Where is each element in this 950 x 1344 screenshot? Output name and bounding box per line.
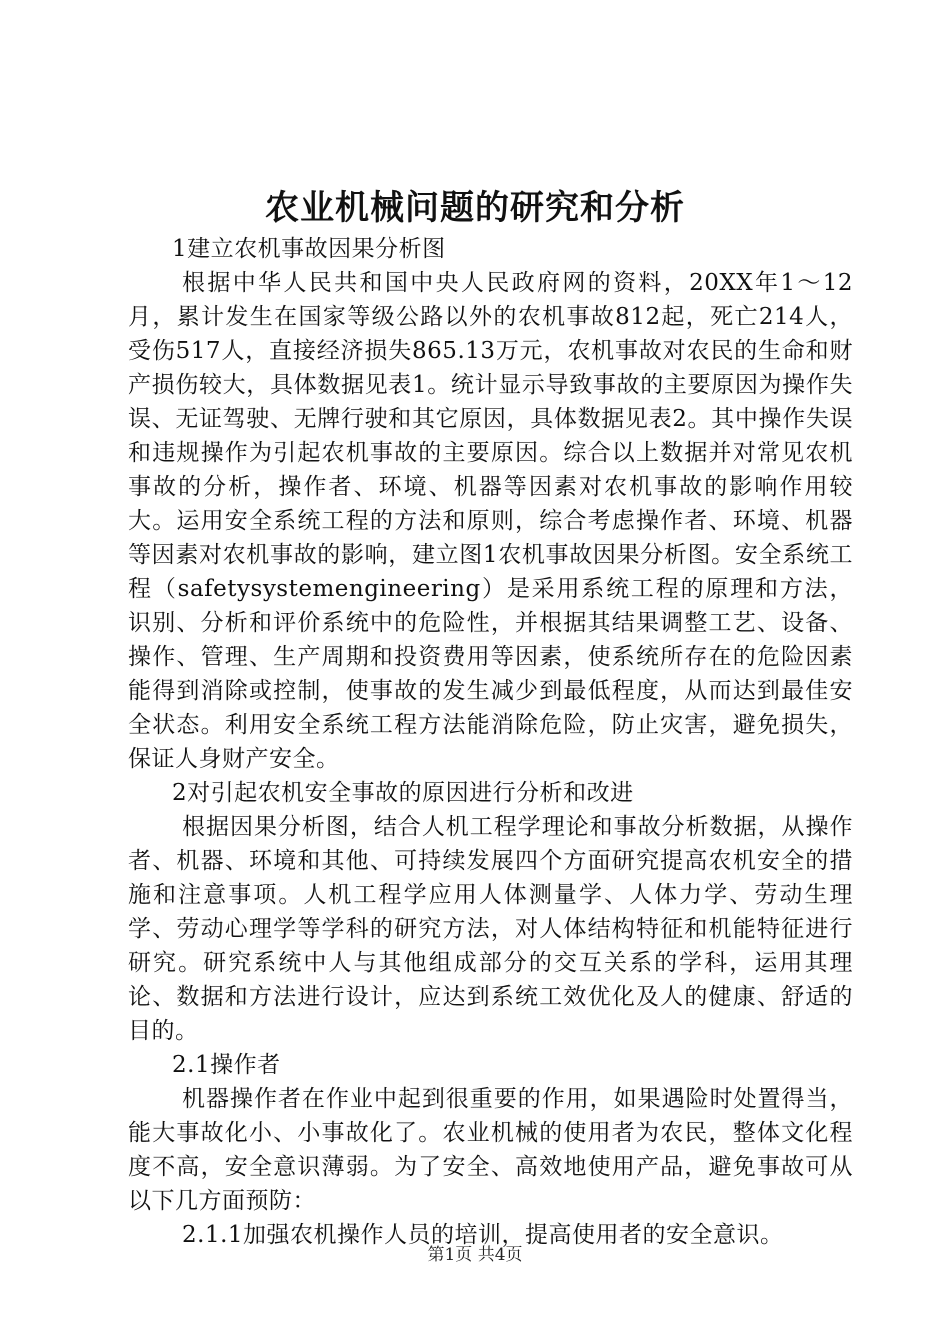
paragraph: 根据因果分析图，结合人机工程学理论和事故分析数据，从操作者、机器、环境和其他、可持续发展四个方面研究提高农机安全的措施和注意事项。人机工程学应用人体测量学、人体力学、劳动生理学、劳动心理学等学科的研究方法，对人体结构特征和机能特征进行研究。研究系统中人与其他组成部分的交互关系的学科，运用其理论、数据和方法进行设计，应达到系统工效优化及人的健康、舒适的目的。 bbox=[128, 814, 853, 1044]
page-number-footer: 第1页 共4页 bbox=[427, 1245, 523, 1265]
document-title: 农业机械问题的研究和分析 bbox=[265, 188, 685, 228]
section-heading: 1建立农机事故因果分析图 bbox=[172, 236, 446, 262]
section-heading: 2对引起农机安全事故的原因进行分析和改进 bbox=[172, 780, 634, 806]
section-heading: 2.1操作者 bbox=[172, 1052, 281, 1078]
document-body bbox=[128, 232, 853, 1252]
paragraph: 根据中华人民共和国中央人民政府网的资料，20XX年1～12月，累计发生在国家等级公路以外的农机事故812起，死亡214人，受伤517人，直接经济损失865.13万元，农机事故对农民的生命和财产损伤较大，具体数据见表1。统计显示导致事故的主要原因为操作失误、无证驾驶、无牌行驶和其它原因，具体数据见表2。其中操作失误和违规操作为引起农机事故的主要原因。综合以上数据并对常见农机事故的分析，操作者、环境、机器等因素对农机事故的影响作用较大。运用安全系统工程的方法和原则，综合考虑操作者、环境、机器等因素对农机事故的影响，建立图1农机事故因果分析图。安全系统工程（safetysystemengineering）是采用系统工程的原理和方法，识别、分析和评价系统中的危险性，并根据其结果调整工艺、设备、操作、管理、生产周期和投资费用等因素，使系统所存在的危险因素能得到消除或控制，使事故的发生减少到最低程度，从而达到最佳安全状态。利用安全系统工程方法能消除危险，防止灾害，避免损失，保证人身财产安全。 bbox=[128, 270, 853, 772]
paragraph: 机器操作者在作业中起到很重要的作用，如果遇险时处置得当，能大事故化小、小事故化了。农业机械的使用者为农民，整体文化程度不高，安全意识薄弱。为了安全、高效地使用产品，避免事故可从以下几方面预防： bbox=[128, 1086, 853, 1214]
paragraph: 2.1.1加强农机操作人员的培训，提高使用者的安全意识。 bbox=[182, 1222, 784, 1248]
